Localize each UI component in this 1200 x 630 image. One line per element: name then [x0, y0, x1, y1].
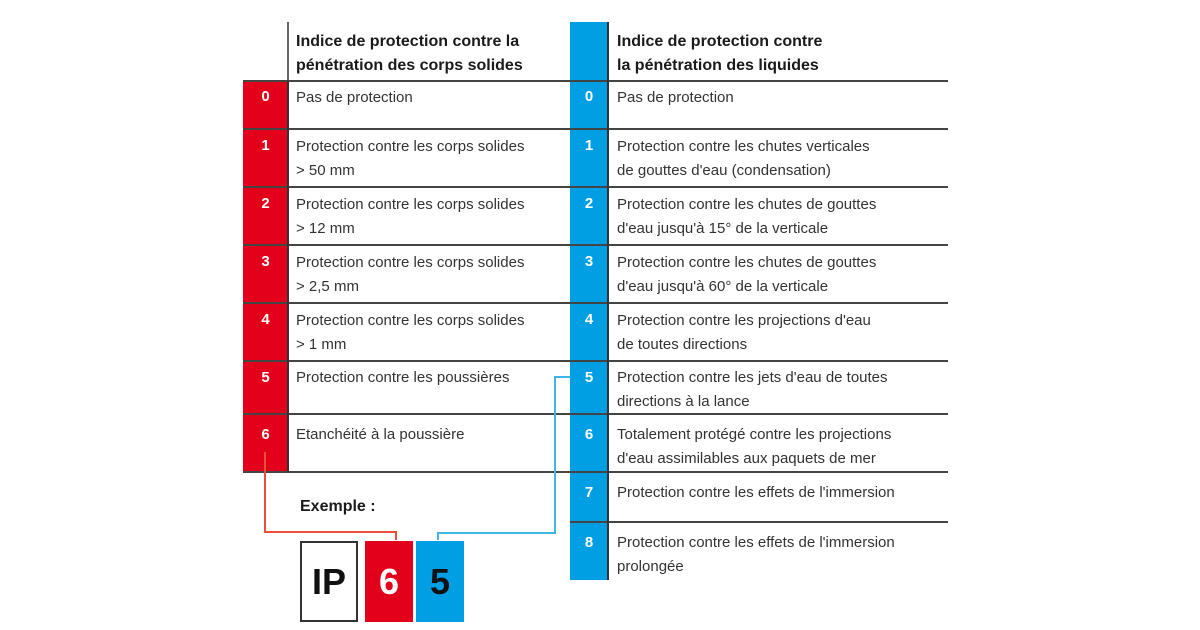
solids-num-2: 2: [261, 195, 270, 212]
solids-num-6: 6: [261, 426, 270, 443]
solids-header-line-1: Indice de protection contre la: [296, 33, 520, 50]
liquids-num-1: 1: [584, 137, 594, 154]
liquids-desc-7: Protection contre les effets de l'immersion: [617, 484, 895, 501]
solids-num-1: 1: [261, 137, 270, 154]
solids-num-3: 3: [261, 253, 270, 270]
liquids-num-6: 6: [584, 426, 594, 443]
liquids-num-8: 8: [584, 534, 594, 551]
liquids-num-5: 5: [584, 369, 594, 386]
solids-desc-1: Protection contre les corps solides > 50 mm: [296, 138, 525, 179]
liquids-desc-0: Pas de protection: [617, 89, 734, 106]
solids-num-0: 0: [261, 88, 270, 105]
liquids-header-line-1: Indice de protection contre: [617, 33, 823, 50]
liquids-num-0: 0: [584, 88, 594, 105]
liquids-desc-1: Protection contre les chutes verticales de gouttes d'eau (condensation): [617, 138, 870, 179]
liquids-desc-4: Protection contre les projections d'eau de toutes directions: [617, 312, 871, 353]
solids-header-line-2: pénétration des corps solides: [296, 57, 523, 74]
liquids-desc-8: Protection contre les effets de l'immersion prolongée: [617, 534, 895, 575]
liquids-desc-2: Protection contre les chutes de gouttes d'eau jusqu'à 15° de la verticale: [617, 196, 877, 237]
blue-connector: [438, 377, 570, 540]
first-digit: 6: [378, 560, 400, 602]
liquids-num-7: 7: [584, 484, 594, 501]
ip-text: IP: [311, 560, 346, 602]
liquids-desc-5: Protection contre les jets d'eau de toutes directions à la lance: [617, 369, 888, 410]
liquids-header-line-2: la pénétration des liquides: [617, 57, 819, 74]
solids-desc-3: Protection contre les corps solides > 2,5 mm: [296, 254, 525, 295]
liquids-num-2: 2: [584, 195, 594, 212]
solids-desc-5: Protection contre les poussières: [296, 369, 510, 386]
second-digit-box: [416, 541, 464, 622]
example-label: Exemple :: [300, 498, 376, 515]
solids-desc-2: Protection contre les corps solides > 12 mm: [296, 196, 525, 237]
liquids-num-4: 4: [584, 311, 594, 328]
red-connector: [265, 452, 396, 540]
solids-desc-4: Protection contre les corps solides > 1 mm: [296, 312, 525, 353]
solids-desc-0: Pas de protection: [296, 89, 413, 106]
liquids-num-3: 3: [584, 253, 594, 270]
liquids-desc-3: Protection contre les chutes de gouttes d'eau jusqu'à 60° de la verticale: [617, 254, 877, 295]
liquids-desc-6: Totalement protégé contre les projections d'eau assimilables aux paquets de mer: [617, 426, 892, 467]
first-digit-box: [365, 541, 413, 622]
solids-num-4: 4: [261, 311, 270, 328]
solids-desc-6: Etanchéité à la poussière: [296, 426, 465, 443]
solids-num-5: 5: [261, 369, 270, 386]
second-digit: 5: [429, 560, 451, 602]
ip-box: [300, 541, 358, 622]
